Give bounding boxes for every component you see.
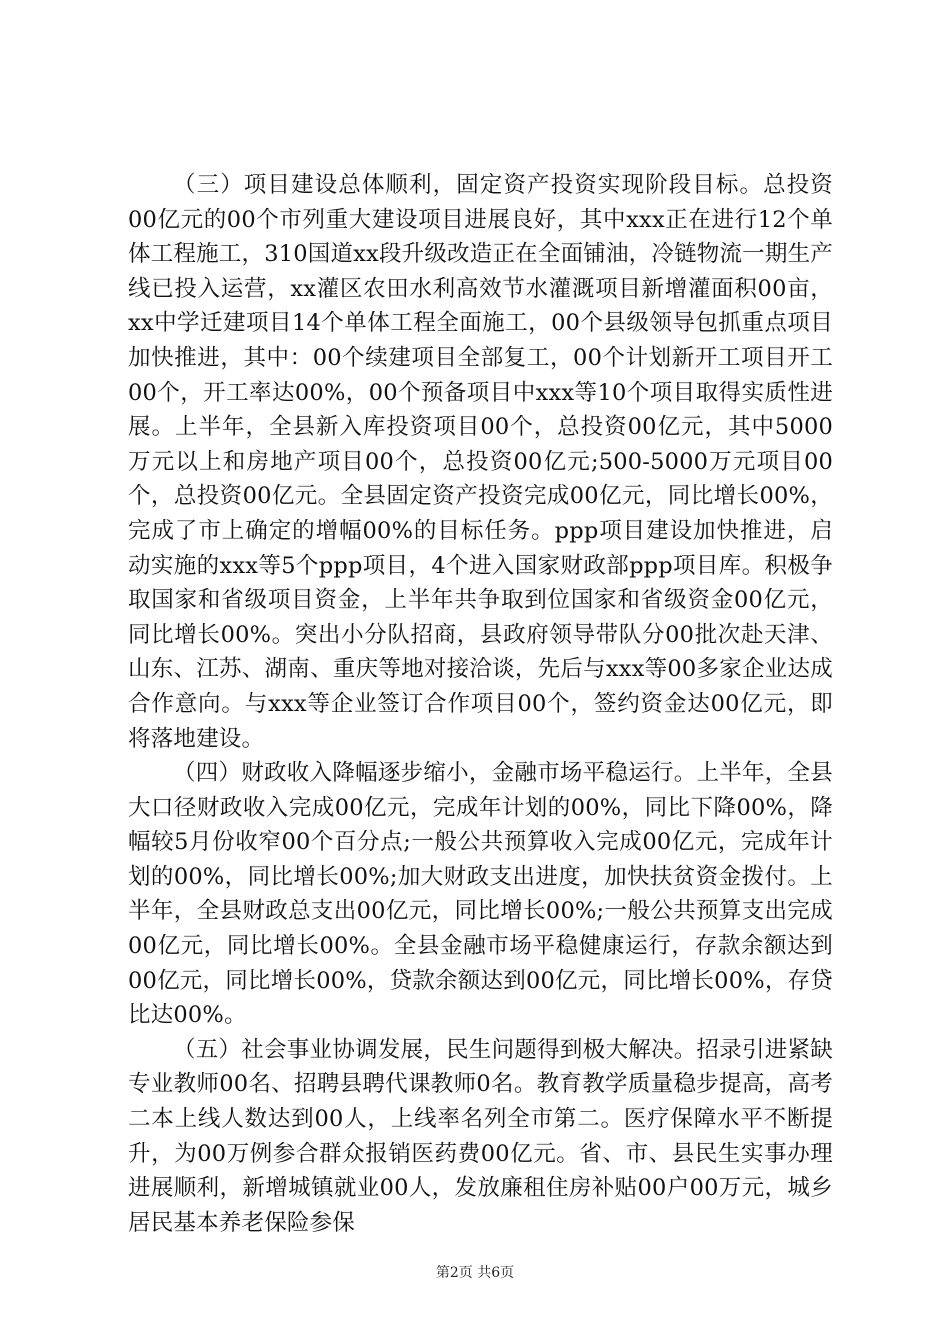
paragraph-fiscal-revenue: （四）财政收入降幅逐步缩小，金融市场平稳运行。上半年，全县大口径财政收入完成00亿元，完成年计划的00%，同比下降00%，降幅较5月份收窄00个百分点;一般公共预算收入完成00亿元，完成年计划的00%，同比增长00%;加大财政支出进度，加快扶贫资金拨付。上半年，全县财政总支出00亿元，同比增长00%;一般公共预算支出完成00亿元，同比增长00%。全县金融市场平稳健康运行，存款余额达到00亿元，同比增长00%，贷款余额达到00亿元，同比增长00%，存贷比达00%。 xyxy=(128,760,833,1029)
paragraph-social-affairs: （五）社会事业协调发展，民生问题得到极大解决。招录引进紧缺专业教师00名、招聘县聘代课教师0名。教育教学质量稳步提高，高考二本上线人数达到00人，上线率名列全市第二。医疗保障水平不断提升，为00万例参合群众报销医药费00亿元。省、市、县民生实事办理进展顺利，新增城镇就业00人，发放廉租住房补贴00户00万元，城乡居民基本养老保险参保 xyxy=(128,1036,833,1236)
document-body xyxy=(128,168,833,1240)
paragraph-project-construction: （三）项目建设总体顺利，固定资产投资实现阶段目标。总投资00亿元的00个市列重大建设项目进展良好，其中xxx正在进行12个单体工程施工，310国道xx段升级改造正在全面铺油，冷链物流一期生产线已投入运营，xx灌区农田水利高效节水灌溉项目新增灌面积00亩，xx中学迁建项目14个单体工程全面施工，00个县级领导包抓重点项目加快推进，其中：00个续建项目全部复工，00个计划新开工项目开工00个，开工率达00%，00个预备项目中xxx等10个项目取得实质性进展。上半年，全县新入库投资项目00个，总投资00亿元，其中5000万元以上和房地产项目00个，总投资00亿元;500-5000万元项目00个，总投资00亿元。全县固定资产投资完成00亿元，同比增长00%，完成了市上确定的增幅00%的目标任务。ppp项目建设加快推进，启动实施的xxx等5个ppp项目，4个进入国家财政部ppp项目库。积极争取国家和省级项目资金，上半年共争取到位国家和省级资金00亿元，同比增长00%。突出小分队招商，县政府领导带队分00批次赴天津、山东、江苏、湖南、重庆等地对接洽谈，先后与xxx等00多家企业达成合作意向。与xxx等企业签订合作项目00个，签约资金达00亿元，即将落地建设。 xyxy=(128,172,833,752)
page-number-footer: 第2页 共6页 xyxy=(435,1265,515,1281)
